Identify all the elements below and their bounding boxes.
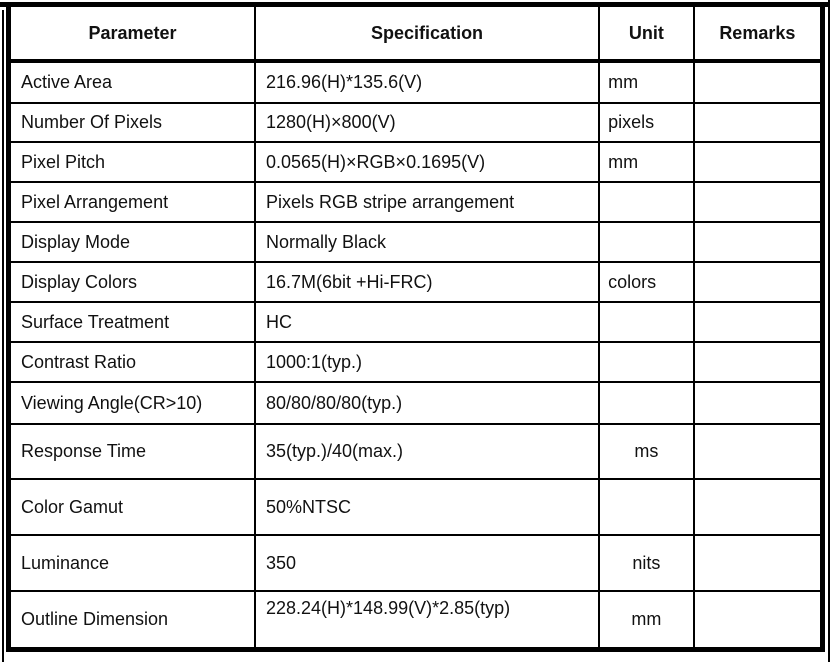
unit-cell: mm bbox=[599, 142, 694, 182]
specification-table bbox=[6, 2, 825, 652]
param-cell: Display Mode bbox=[9, 222, 256, 262]
table-row bbox=[9, 424, 823, 479]
remarks-cell bbox=[694, 302, 823, 342]
param-cell: Contrast Ratio bbox=[9, 342, 256, 382]
remarks-cell bbox=[694, 479, 823, 535]
unit-cell bbox=[599, 182, 694, 222]
spec-cell: 80/80/80/80(typ.) bbox=[255, 382, 599, 424]
remarks-cell bbox=[694, 382, 823, 424]
unit-cell bbox=[599, 342, 694, 382]
param-cell: Active Area bbox=[9, 61, 256, 103]
table-row bbox=[9, 262, 823, 302]
unit-cell bbox=[599, 479, 694, 535]
spec-cell: 0.0565(H)×RGB×0.1695(V) bbox=[255, 142, 599, 182]
spec-cell: 350 bbox=[255, 535, 599, 591]
param-cell: Surface Treatment bbox=[9, 302, 256, 342]
unit-cell: mm bbox=[599, 61, 694, 103]
remarks-cell bbox=[694, 182, 823, 222]
remarks-cell bbox=[694, 61, 823, 103]
spec-cell: 16.7M(6bit +Hi-FRC) bbox=[255, 262, 599, 302]
unit-cell bbox=[599, 382, 694, 424]
spec-cell: HC bbox=[255, 302, 599, 342]
table-row bbox=[9, 479, 823, 535]
col-header-parameter: Parameter bbox=[9, 5, 256, 62]
table-row bbox=[9, 103, 823, 142]
unit-cell: colors bbox=[599, 262, 694, 302]
param-cell: Response Time bbox=[9, 424, 256, 479]
unit-cell bbox=[599, 222, 694, 262]
spec-cell: 228.24(H)*148.99(V)*2.85(typ) bbox=[255, 591, 599, 649]
table-row bbox=[9, 591, 823, 649]
remarks-cell bbox=[694, 424, 823, 479]
col-header-unit: Unit bbox=[599, 5, 694, 62]
table-row bbox=[9, 535, 823, 591]
table-row bbox=[9, 61, 823, 103]
param-cell: Pixel Pitch bbox=[9, 142, 256, 182]
remarks-cell bbox=[694, 103, 823, 142]
table-row bbox=[9, 182, 823, 222]
table-row bbox=[9, 302, 823, 342]
remarks-cell bbox=[694, 535, 823, 591]
param-cell: Display Colors bbox=[9, 262, 256, 302]
param-cell: Pixel Arrangement bbox=[9, 182, 256, 222]
spec-cell: Normally Black bbox=[255, 222, 599, 262]
header-row bbox=[9, 5, 823, 62]
param-cell: Viewing Angle(CR>10) bbox=[9, 382, 256, 424]
spec-cell: 1000:1(typ.) bbox=[255, 342, 599, 382]
page-left-edge-line bbox=[2, 10, 4, 662]
param-cell: Outline Dimension bbox=[9, 591, 256, 649]
spec-cell: Pixels RGB stripe arrangement bbox=[255, 182, 599, 222]
param-cell: Color Gamut bbox=[9, 479, 256, 535]
col-header-remarks: Remarks bbox=[694, 5, 823, 62]
table-row bbox=[9, 222, 823, 262]
remarks-cell bbox=[694, 262, 823, 302]
remarks-cell bbox=[694, 222, 823, 262]
table-row bbox=[9, 382, 823, 424]
param-cell: Luminance bbox=[9, 535, 256, 591]
remarks-cell bbox=[694, 591, 823, 649]
table-row bbox=[9, 342, 823, 382]
unit-cell: pixels bbox=[599, 103, 694, 142]
spec-cell: 50%NTSC bbox=[255, 479, 599, 535]
remarks-cell bbox=[694, 142, 823, 182]
remarks-cell bbox=[694, 342, 823, 382]
unit-cell: ms bbox=[599, 424, 694, 479]
spec-cell: 216.96(H)*135.6(V) bbox=[255, 61, 599, 103]
param-cell: Number Of Pixels bbox=[9, 103, 256, 142]
unit-cell bbox=[599, 302, 694, 342]
spec-cell: 35(typ.)/40(max.) bbox=[255, 424, 599, 479]
page-right-edge-line bbox=[828, 0, 830, 662]
unit-cell: nits bbox=[599, 535, 694, 591]
table-row bbox=[9, 142, 823, 182]
unit-cell: mm bbox=[599, 591, 694, 649]
col-header-specification: Specification bbox=[255, 5, 599, 62]
spec-cell: 1280(H)×800(V) bbox=[255, 103, 599, 142]
